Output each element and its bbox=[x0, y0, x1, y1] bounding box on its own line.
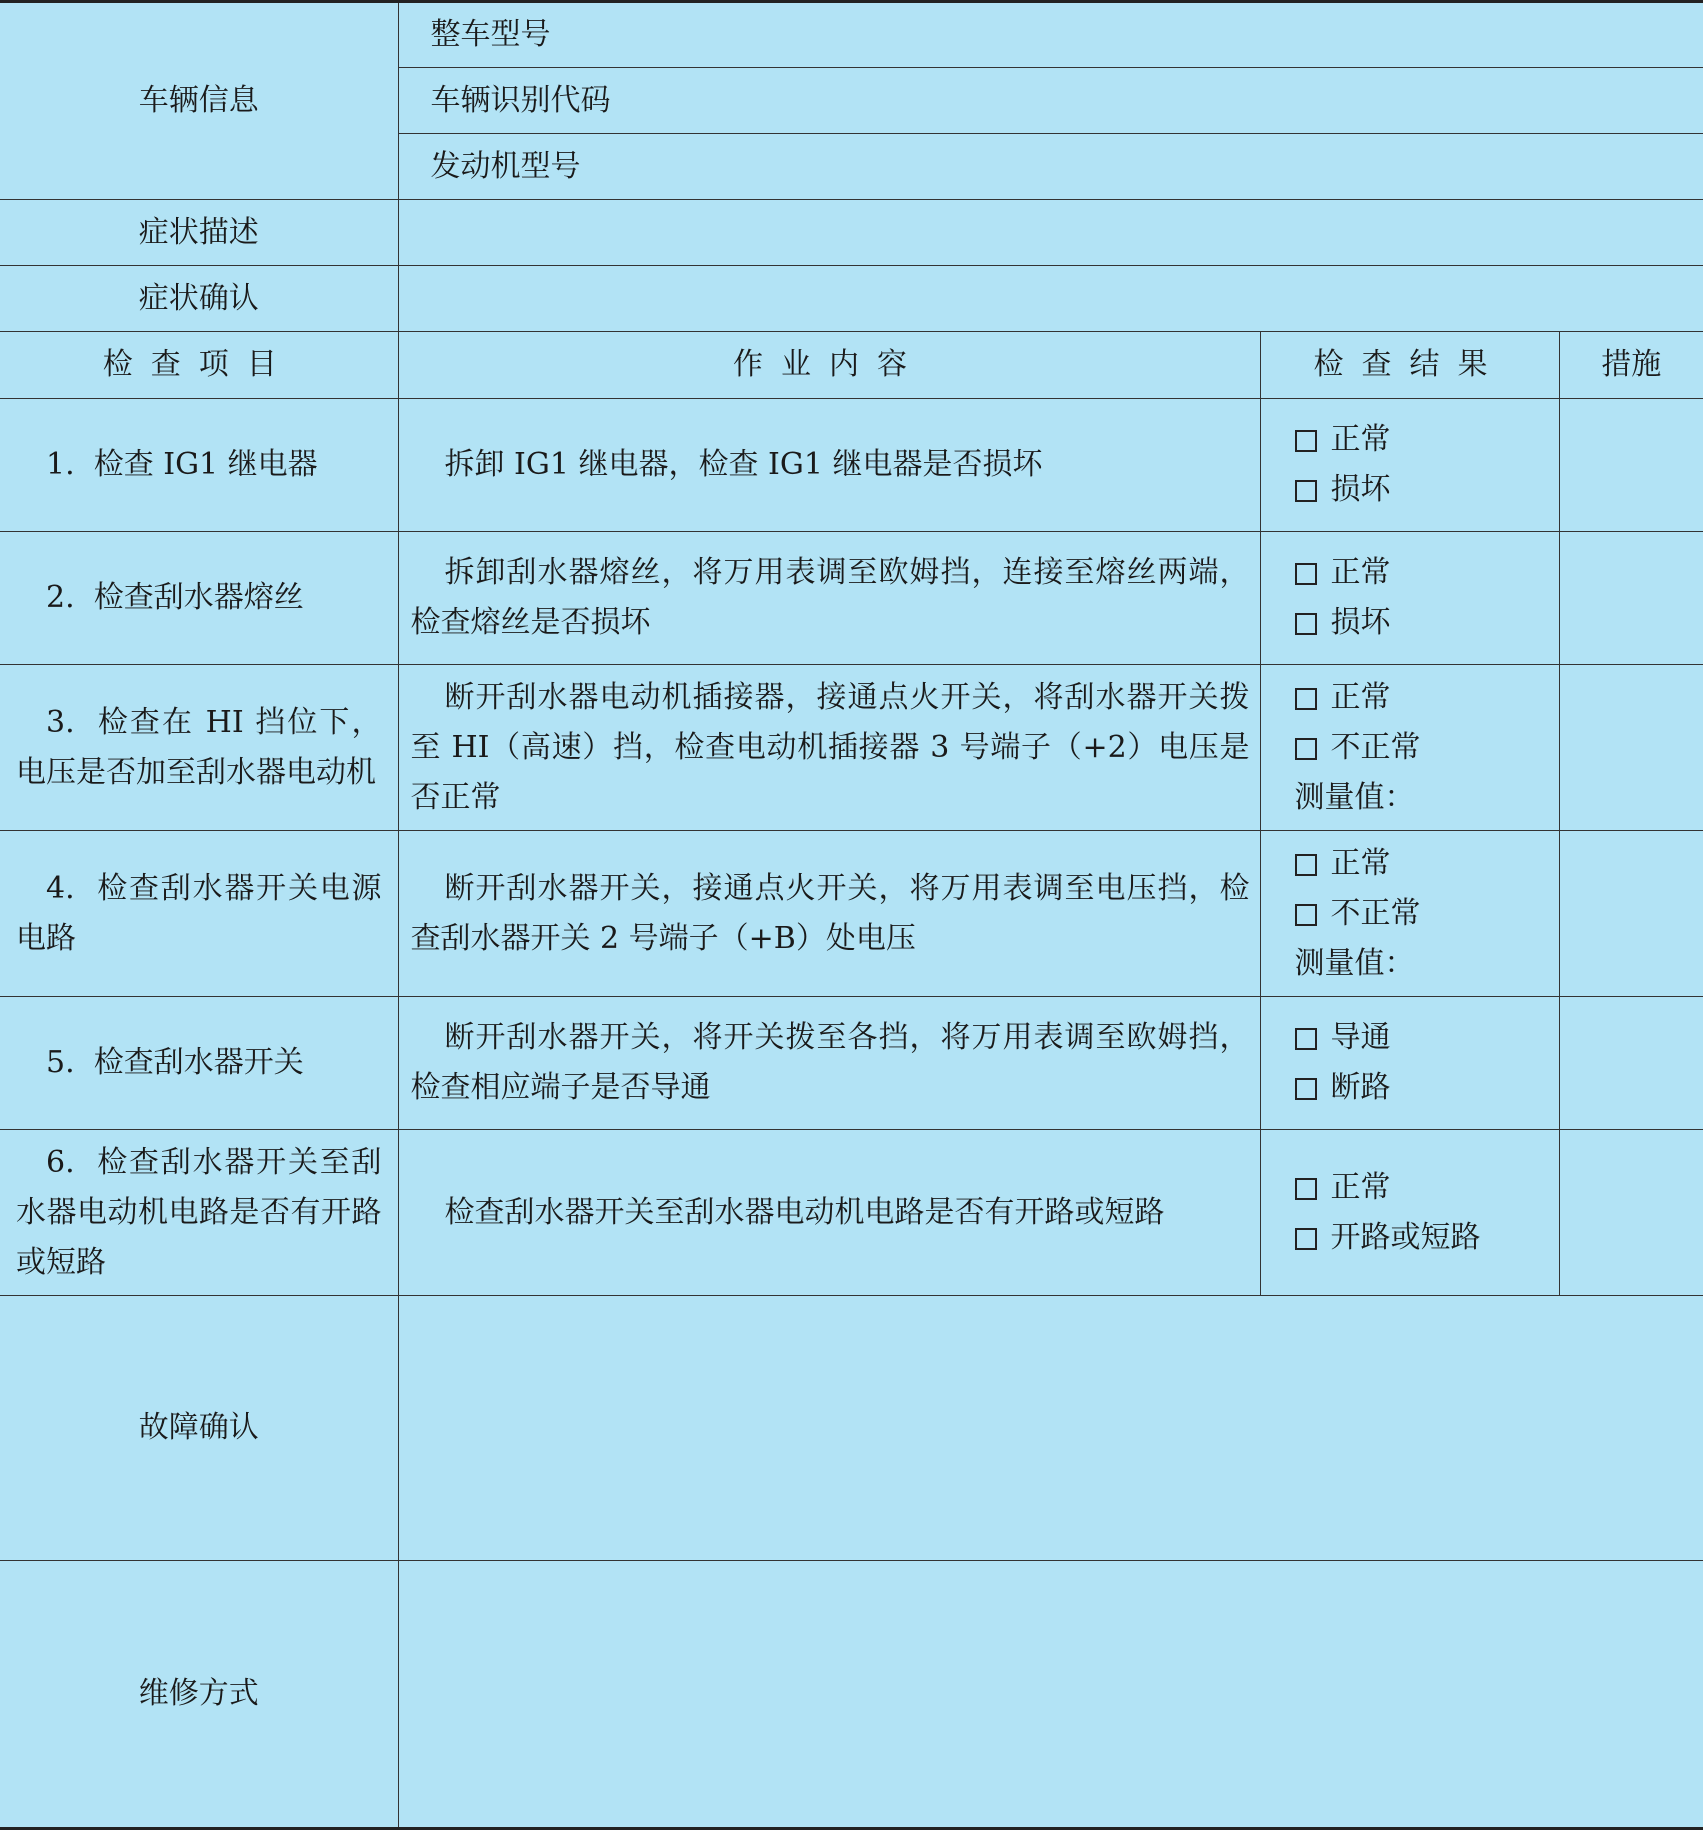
result-option[interactable]: 不正常 bbox=[1295, 889, 1559, 939]
check-item bbox=[0, 1130, 398, 1296]
checkbox-icon[interactable] bbox=[1295, 1078, 1317, 1100]
work-content bbox=[398, 532, 1260, 665]
item-number: 4. bbox=[46, 870, 75, 906]
result-option[interactable]: 损坏 bbox=[1295, 598, 1559, 648]
item-text: 检查 IG1 继电器 bbox=[93, 447, 318, 482]
checkbox-icon[interactable] bbox=[1295, 613, 1317, 635]
table-row bbox=[0, 831, 1703, 997]
content-text: 断开刮水器电动机插接器，接通点火开关，将刮水器开关拨至 HI（高速）挡，检查电动机插接器 3 号端子（+2）电压是否正常 bbox=[410, 679, 1250, 815]
content-text: 拆卸刮水器熔丝，将万用表调至欧姆挡，连接至熔丝两端，检查熔丝是否损坏 bbox=[410, 555, 1250, 640]
item-text: 检查刮水器开关 bbox=[93, 1045, 304, 1080]
work-content bbox=[398, 399, 1260, 532]
repair-method-row bbox=[0, 1561, 1703, 1829]
result-option[interactable]: 正常 bbox=[1295, 1163, 1559, 1213]
measure-field[interactable] bbox=[1559, 665, 1703, 831]
check-result bbox=[1260, 997, 1559, 1130]
checkbox-icon[interactable] bbox=[1295, 480, 1317, 502]
fault-confirm-row bbox=[0, 1296, 1703, 1561]
check-item bbox=[0, 532, 398, 665]
item-text: 检查刮水器熔丝 bbox=[93, 580, 304, 615]
check-result bbox=[1260, 532, 1559, 665]
item-text: 检查在 HI 挡位下，电压是否加至刮水器电动机 bbox=[16, 704, 382, 790]
check-result bbox=[1260, 831, 1559, 997]
symptom-description-label: 症状描述 bbox=[0, 200, 398, 266]
table-row bbox=[0, 532, 1703, 665]
checkbox-icon[interactable] bbox=[1295, 738, 1317, 760]
work-content bbox=[398, 665, 1260, 831]
result-option[interactable]: 断路 bbox=[1295, 1063, 1559, 1113]
check-result bbox=[1260, 665, 1559, 831]
item-number: 6. bbox=[46, 1144, 75, 1180]
result-option[interactable]: 损坏 bbox=[1295, 465, 1559, 515]
content-text: 断开刮水器开关，将开关拨至各挡，将万用表调至欧姆挡，检查相应端子是否导通 bbox=[410, 1020, 1250, 1105]
checkbox-icon[interactable] bbox=[1295, 563, 1317, 585]
header-row bbox=[0, 332, 1703, 399]
work-content bbox=[398, 997, 1260, 1130]
symptom-confirm-field[interactable] bbox=[398, 266, 1703, 332]
checkbox-icon[interactable] bbox=[1295, 430, 1317, 452]
item-text: 检查刮水器开关至刮水器电动机电路是否有开路或短路 bbox=[16, 1144, 382, 1280]
table-row bbox=[0, 1130, 1703, 1296]
check-item bbox=[0, 665, 398, 831]
measure-field[interactable] bbox=[1559, 997, 1703, 1130]
check-item bbox=[0, 997, 398, 1130]
item-number: 5. bbox=[46, 1045, 75, 1080]
symptom-confirm-label: 症状确认 bbox=[0, 266, 398, 332]
measure-field[interactable] bbox=[1559, 532, 1703, 665]
measured-value-label: 测量值： bbox=[1294, 779, 1415, 815]
header-measure: 措施 bbox=[1559, 332, 1703, 399]
vehicle-model-field[interactable]: 整车型号 bbox=[398, 2, 1703, 68]
item-number: 2. bbox=[46, 580, 75, 615]
result-option[interactable]: 正常 bbox=[1295, 673, 1559, 723]
result-option[interactable]: 导通 bbox=[1295, 1013, 1559, 1063]
check-result bbox=[1260, 1130, 1559, 1296]
header-result: 检查结果 bbox=[1260, 332, 1559, 399]
check-item bbox=[0, 399, 398, 532]
engine-model-field[interactable]: 发动机型号 bbox=[398, 134, 1703, 200]
result-option[interactable]: 正常 bbox=[1295, 839, 1559, 889]
vin-field[interactable]: 车辆识别代码 bbox=[398, 68, 1703, 134]
result-option[interactable]: 正常 bbox=[1295, 548, 1559, 598]
result-option[interactable]: 正常 bbox=[1295, 415, 1559, 465]
vehicle-info-row-1 bbox=[0, 2, 1703, 68]
table-row bbox=[0, 665, 1703, 831]
symptom-description-row bbox=[0, 200, 1703, 266]
fault-confirm-field[interactable] bbox=[398, 1296, 1703, 1561]
fault-confirm-label: 故障确认 bbox=[0, 1296, 398, 1561]
checkbox-icon[interactable] bbox=[1295, 688, 1317, 710]
measure-field[interactable] bbox=[1559, 399, 1703, 532]
item-number: 1. bbox=[46, 447, 75, 482]
content-text: 断开刮水器开关，接通点火开关，将万用表调至电压挡，检查刮水器开关 2 号端子（+B）处电压 bbox=[410, 870, 1250, 956]
measured-value-label: 测量值： bbox=[1294, 945, 1415, 981]
checkbox-icon[interactable] bbox=[1295, 1028, 1317, 1050]
result-option[interactable]: 开路或短路 bbox=[1295, 1213, 1559, 1263]
repair-method-label: 维修方式 bbox=[0, 1561, 398, 1829]
work-content bbox=[398, 831, 1260, 997]
measure-field[interactable] bbox=[1559, 831, 1703, 997]
checkbox-icon[interactable] bbox=[1295, 854, 1317, 876]
check-item bbox=[0, 831, 398, 997]
vehicle-info-label: 车辆信息 bbox=[0, 2, 398, 200]
table-row bbox=[0, 997, 1703, 1130]
work-content bbox=[398, 1130, 1260, 1296]
header-content: 作业内容 bbox=[398, 332, 1260, 399]
check-result bbox=[1260, 399, 1559, 532]
symptom-confirm-row bbox=[0, 266, 1703, 332]
result-option[interactable]: 不正常 bbox=[1295, 723, 1559, 773]
table-row bbox=[0, 399, 1703, 532]
checkbox-icon[interactable] bbox=[1295, 1228, 1317, 1250]
item-text: 检查刮水器开关电源电路 bbox=[16, 870, 382, 956]
content-text: 拆卸 IG1 继电器，检查 IG1 继电器是否损坏 bbox=[444, 447, 1043, 482]
item-number: 3. bbox=[46, 704, 75, 740]
repair-method-field[interactable] bbox=[398, 1561, 1703, 1829]
measure-field[interactable] bbox=[1559, 1130, 1703, 1296]
symptom-description-field[interactable] bbox=[398, 200, 1703, 266]
header-item: 检查项目 bbox=[0, 332, 398, 399]
checkbox-icon[interactable] bbox=[1295, 904, 1317, 926]
content-text: 检查刮水器开关至刮水器电动机电路是否有开路或短路 bbox=[444, 1194, 1165, 1230]
checkbox-icon[interactable] bbox=[1295, 1178, 1317, 1200]
